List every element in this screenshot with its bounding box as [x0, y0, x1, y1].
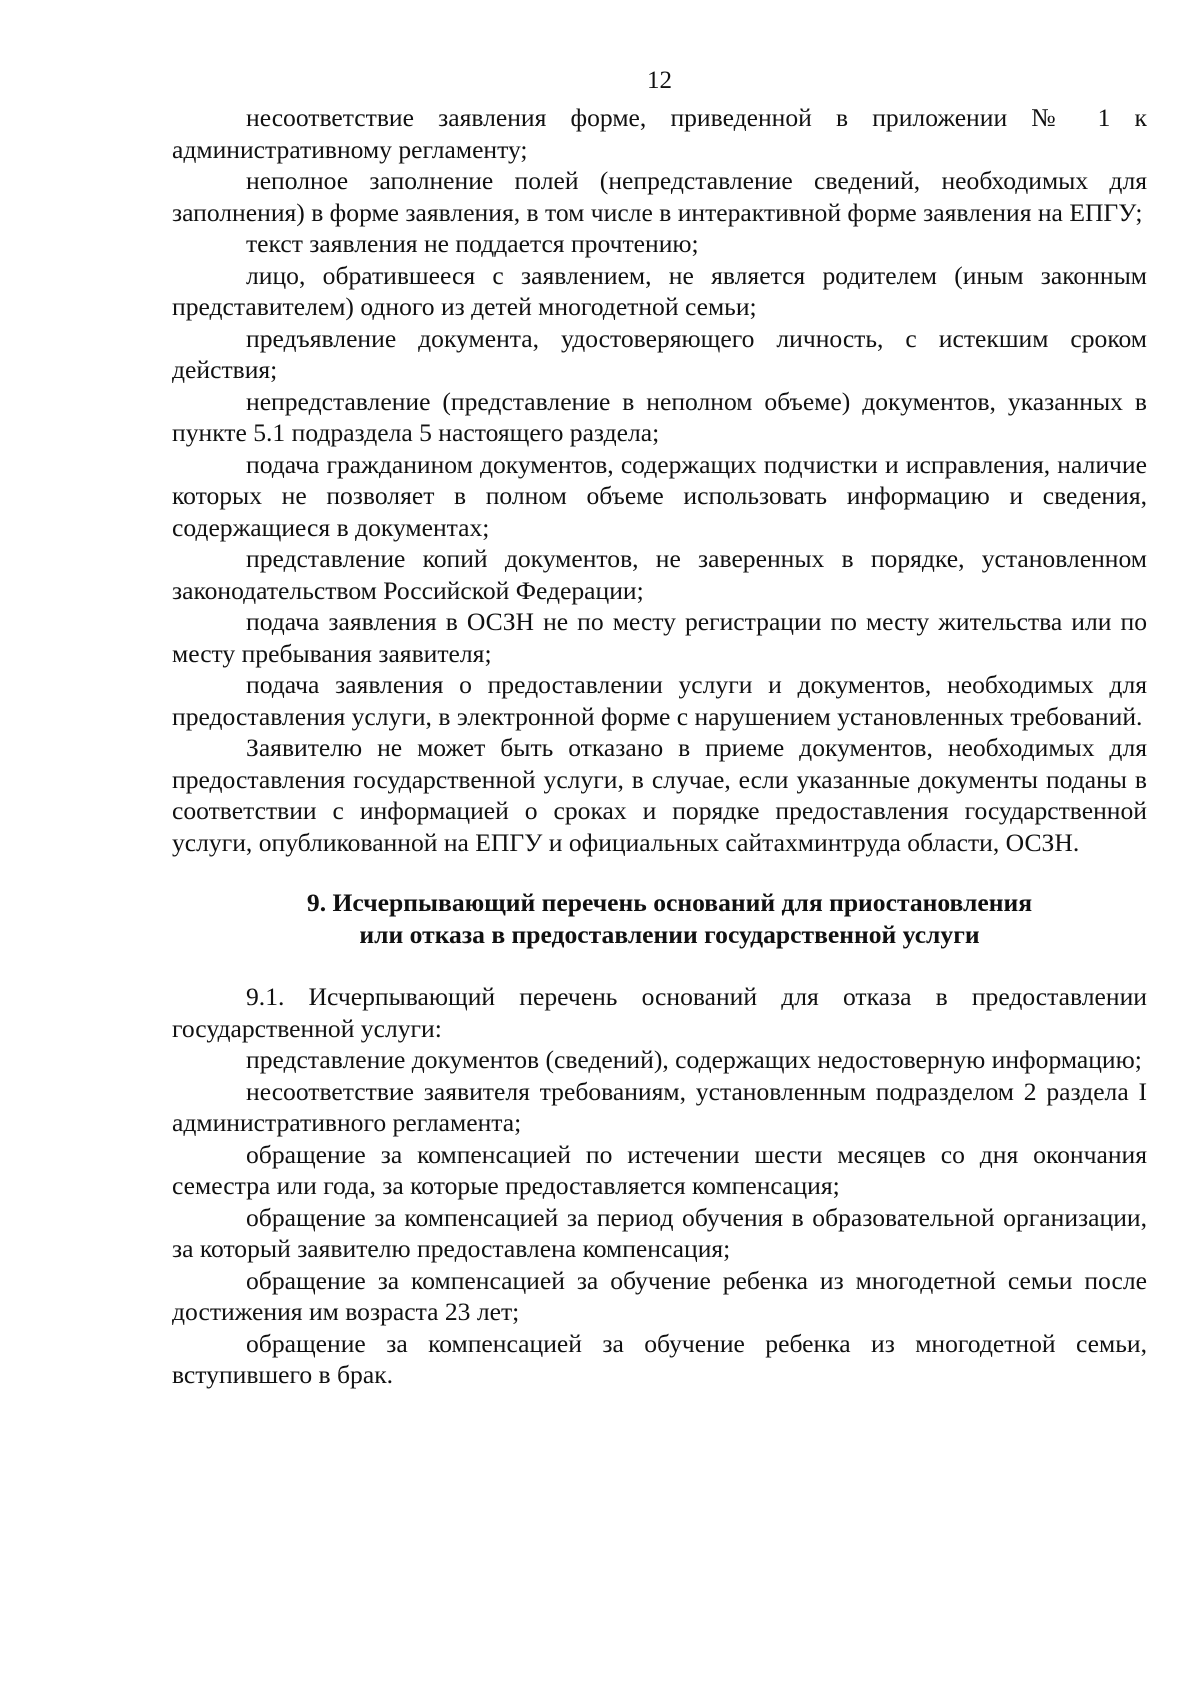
- paragraph-top-6: непредставление (представление в неполном объеме) документов, указанных в пункте 5.1 подраздела 5 настоящего раздела;: [172, 386, 1147, 447]
- section-heading-line-2: или отказа в предоставлении государственной услуги: [359, 919, 980, 949]
- spacer: [172, 950, 1147, 981]
- paragraph-top-2: неполное заполнение полей (непредставление сведений, необходимых для заполнения) в форме заявления, в том числе в интерактивной форме заявления на ЕПГУ;: [172, 166, 1147, 227]
- paragraph-bottom-5: обращение за компенсацией за период обучения в образовательной организации, за который заявителю предоставлена компенсация;: [172, 1202, 1147, 1263]
- paragraph-top-9: подача заявления в ОСЗН не по месту регистрации по месту жительства или по месту пребывания заявителя;: [172, 607, 1147, 668]
- paragraph-bottom-2: представление документов (сведений), содержащих недостоверную информацию;: [246, 1045, 1142, 1074]
- paragraph-top-5: предъявление документа, удостоверяющего личность, с истекшим сроком действия;: [172, 323, 1147, 384]
- paragraph-top-8: представление копий документов, не заверенных в порядке, установленном законодательством Российской Федерации;: [172, 544, 1147, 605]
- paragraph-bottom-7: обращение за компенсацией за обучение ребенка из многодетной семьи, вступившего в брак.: [172, 1328, 1147, 1389]
- paragraph-bottom-6: обращение за компенсацией за обучение ребенка из многодетной семьи после достижения им возраста 23 лет;: [172, 1265, 1147, 1326]
- paragraph-bottom-1: 9.1. Исчерпывающий перечень оснований для отказа в предоставлении государственной услуги:: [172, 982, 1147, 1043]
- paragraph-top-10: подача заявления о предоставлении услуги и документов, необходимых для предоставления услуги, в электронной форме с нарушением установленных требований.: [172, 670, 1147, 731]
- paragraph-bottom-4: обращение за компенсацией по истечении шести месяцев со дня окончания семестра или года, за которые предоставляется компенсация;: [172, 1139, 1147, 1200]
- paragraph-top-3: текст заявления не поддается прочтению;: [246, 229, 699, 258]
- page-number: 12: [647, 67, 672, 94]
- paragraph-top-11: Заявителю не может быть отказано в приеме документов, необходимых для предоставления государственной услуги, в случае, если указанные документы поданы в соответствии с информацией о сроках и порядке предоставления государственной услуги, опубликованной на ЕПГУ и официальных сайтахминтруда области, ОСЗН.: [172, 733, 1147, 857]
- paragraph-top-4: лицо, обратившееся с заявлением, не является родителем (иным законным представителем) одного из детей многодетной семьи;: [172, 260, 1147, 321]
- paragraph-top-1: несоответствие заявления форме, приведенной в приложении № 1 к административному регламенту;: [172, 103, 1147, 164]
- document-page: [172, 66, 1147, 1391]
- paragraph-top-7: подача гражданином документов, содержащих подчистки и исправления, наличие которых не позволяет в полном объеме использовать информацию и сведения, содержащиеся в документах;: [172, 449, 1147, 542]
- spacer: [172, 858, 1147, 887]
- section-heading-line-1: 9. Исчерпывающий перечень оснований для приостановления: [306, 888, 1033, 917]
- paragraph-bottom-3: несоответствие заявителя требованиям, установленным подразделом 2 раздела I административного регламента;: [172, 1076, 1147, 1137]
